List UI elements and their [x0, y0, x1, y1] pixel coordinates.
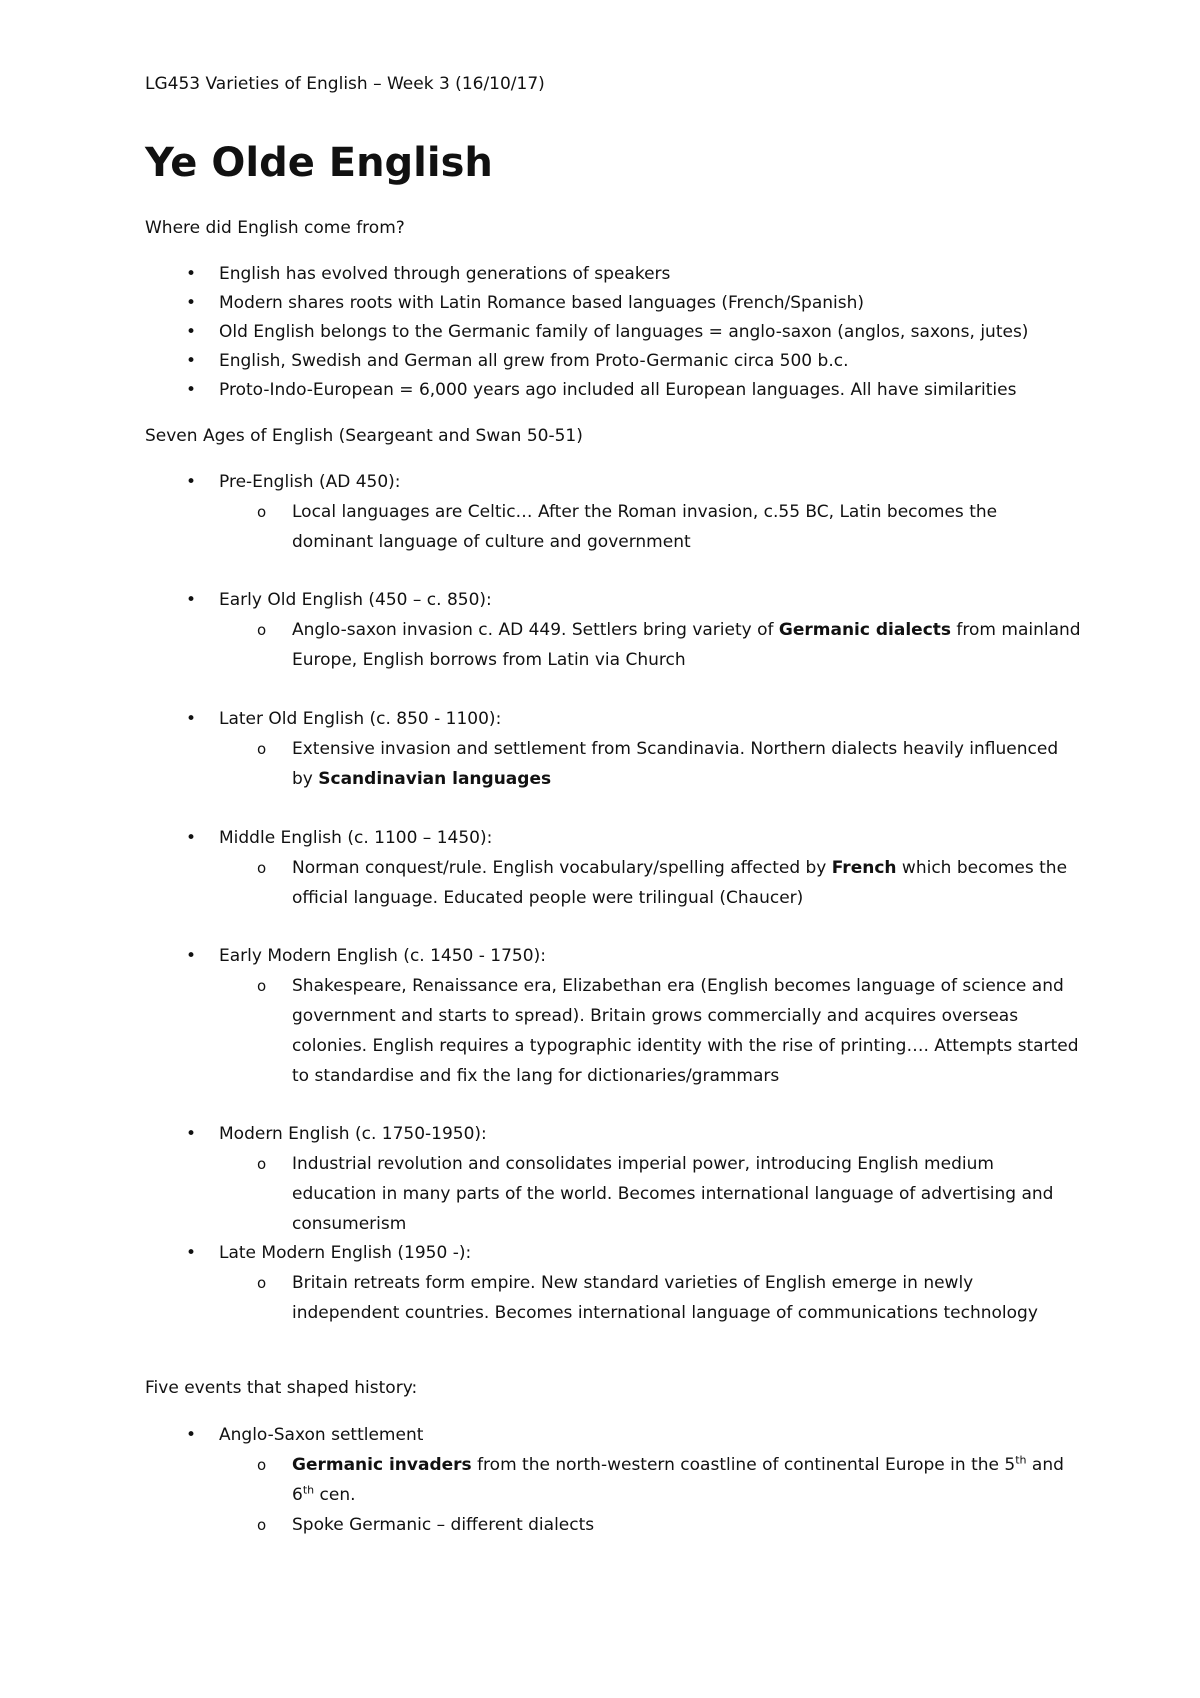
list-item: • Modern shares roots with Latin Romance based languages (French/Spanish) [219, 288, 864, 318]
list-item: • English, Swedish and German all grew from Proto-Germanic circa 500 b.c. [219, 346, 848, 376]
age-title: • Pre-English (AD 450): [219, 467, 401, 497]
age-description: o Shakespeare, Renaissance era, Elizabethan era (English becomes language of science and government and starts to spread). Britain grows commercially and acquires overseas colonies. English requires a typographic identity with the rise of printing…. Attempts started to standardise and fix the lang for dictionaries/grammars [292, 971, 1082, 1091]
event-description: o Germanic invaders from the north-western coastline of continental Europe in the 5th and 6th cen. [292, 1450, 1082, 1510]
age-description: o Britain retreats form empire. New standard varieties of English emerge in newly independent countries. Becomes international language of communications technology [292, 1268, 1082, 1328]
age-description: o Extensive invasion and settlement from Scandinavia. Northern dialects heavily influenced by Scandinavian languages [292, 734, 1082, 794]
age-title: • Later Old English (c. 850 - 1100): [219, 704, 501, 734]
list-item: • English has evolved through generations of speakers [219, 259, 670, 289]
age-title: • Early Old English (450 – c. 850): [219, 585, 492, 615]
event-title: • Anglo-Saxon settlement [219, 1420, 423, 1450]
age-title: • Middle English (c. 1100 – 1450): [219, 823, 492, 853]
list-item: • Old English belongs to the Germanic family of languages = anglo-saxon (anglos, saxons, jutes) [219, 317, 1028, 347]
age-title: • Early Modern English (c. 1450 - 1750): [219, 941, 546, 971]
document-title: Ye Olde English [145, 140, 493, 186]
document-header: LG453 Varieties of English – Week 3 (16/10/17) [145, 74, 545, 94]
section-heading-events: Five events that shaped history: [145, 1378, 418, 1398]
section-question: Where did English come from? [145, 218, 405, 238]
list-item: • Proto-Indo-European = 6,000 years ago included all European languages. All have similarities [219, 375, 1016, 405]
age-title: • Late Modern English (1950 -): [219, 1238, 471, 1268]
age-description: o Anglo-saxon invasion c. AD 449. Settlers bring variety of Germanic dialects from mainland Europe, English borrows from Latin via Church [292, 615, 1082, 675]
event-description: o Spoke Germanic – different dialects [292, 1510, 1082, 1540]
age-description: o Norman conquest/rule. English vocabulary/spelling affected by French which becomes the official language. Educated people were trilingual (Chaucer) [292, 853, 1082, 913]
age-description: o Industrial revolution and consolidates imperial power, introducing English medium education in many parts of the world. Becomes international language of advertising and consumerism [292, 1149, 1082, 1239]
section-heading-ages: Seven Ages of English (Seargeant and Swan 50-51) [145, 426, 583, 446]
age-title: • Modern English (c. 1750-1950): [219, 1119, 487, 1149]
age-description: o Local languages are Celtic… After the Roman invasion, c.55 BC, Latin becomes the dominant language of culture and government [292, 497, 1082, 557]
